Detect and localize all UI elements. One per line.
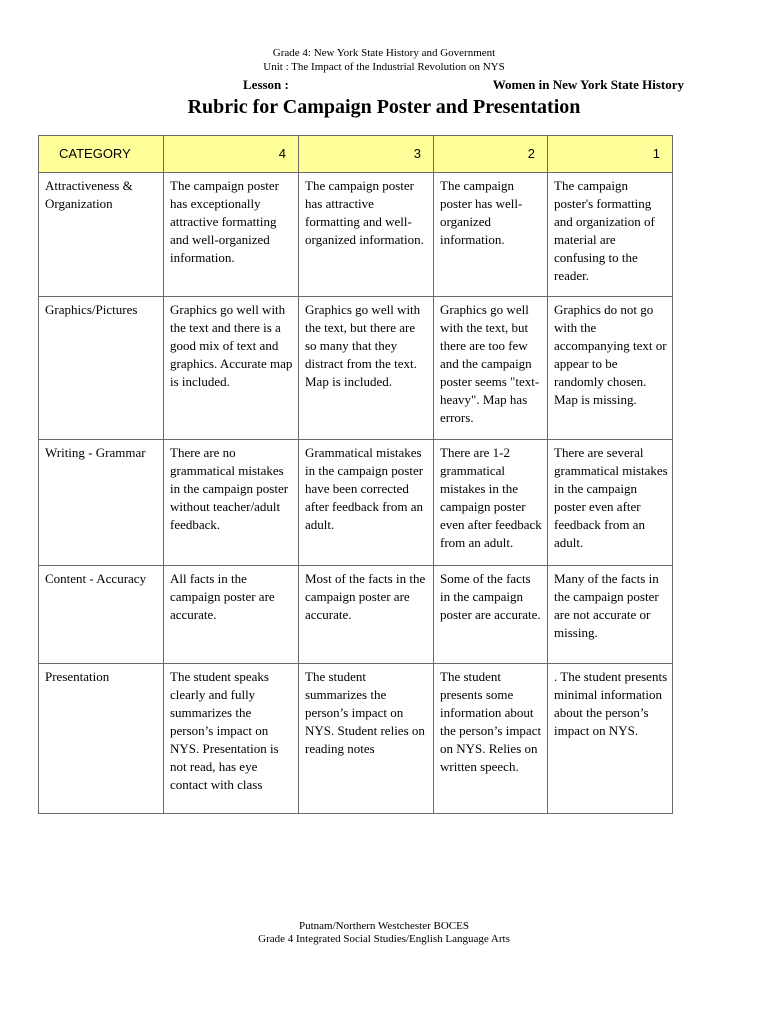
table-row [39,440,673,566]
table-row [39,566,673,664]
cell-score-4: The campaign poster has exceptionally attractive formatting and well-organized information. [164,173,299,297]
footer-organization: Putnam/Northern Westchester BOCES [298,920,469,932]
cell-score-1: Graphics do not go with the accompanying text or appear to be randomly chosen. Map is missing. [548,297,673,440]
cell-score-3: Graphics go well with the text, but there are so many that they distract from the text. Map is included. [299,297,434,440]
row-category: Graphics/Pictures [39,297,164,440]
row-category: Content - Accuracy [39,566,164,664]
grade-subject-line: Grade 4: New York State History and Government [272,47,496,59]
lesson-label: Lesson : [243,77,289,92]
header-score-1: 1 [548,136,673,173]
cell-score-3: The student summarizes the person’s impact on NYS. Student relies on reading notes [299,664,434,814]
header-row [39,136,673,173]
row-category: Presentation [39,664,164,814]
cell-score-4: Graphics go well with the text and there is a good mix of text and graphics. Accurate map is included. [164,297,299,440]
cell-score-3: Grammatical mistakes in the campaign poster have been corrected after feedback from an adult. [299,440,434,566]
cell-score-2: There are 1-2 grammatical mistakes in the campaign poster even after feedback from an adult. [434,440,548,566]
footer-course: Grade 4 Integrated Social Studies/English Language Arts [258,933,510,945]
cell-score-1: The campaign poster's formatting and organization of material are confusing to the reader. [548,173,673,297]
cell-score-4: All facts in the campaign poster are accurate. [164,566,299,664]
cell-score-1: There are several grammatical mistakes in the campaign poster even after feedback from an adult. [548,440,673,566]
cell-score-1: . The student presents minimal information about the person’s impact on NYS. [548,664,673,814]
lesson-row [0,77,768,95]
cell-score-2: The campaign poster has well-organized information. [434,173,548,297]
cell-score-4: The student speaks clearly and fully summarizes the person’s impact on NYS. Presentation is not read, has eye contact with class [164,664,299,814]
rubric-table [38,135,673,814]
cell-score-3: Most of the facts in the campaign poster are accurate. [299,566,434,664]
cell-score-2: Some of the facts in the campaign poster are accurate. [434,566,548,664]
cell-score-2: Graphics go well with the text, but there are too few and the campaign poster seems "text-heavy". Map has errors. [434,297,548,440]
header-score-3: 3 [299,136,434,173]
header-category: CATEGORY [39,136,164,173]
header-score-4: 4 [164,136,299,173]
cell-score-4: There are no grammatical mistakes in the campaign poster without teacher/adult feedback. [164,440,299,566]
cell-score-3: The campaign poster has attractive formatting and well-organized information. [299,173,434,297]
cell-score-2: The student presents some information about the person’s impact on NYS. Relies on written speech. [434,664,548,814]
row-category: Attractiveness & Organization [39,173,164,297]
table-row [39,664,673,814]
lesson-title: Women in New York State History [492,77,684,92]
cell-score-1: Many of the facts in the campaign poster are not accurate or missing. [548,566,673,664]
table-row [39,297,673,440]
table-row [39,173,673,297]
row-category: Writing - Grammar [39,440,164,566]
header-score-2: 2 [434,136,548,173]
page-title: Rubric for Campaign Poster and Presentation [187,96,581,118]
unit-line: Unit : The Impact of the Industrial Revolution on NYS [263,61,505,73]
